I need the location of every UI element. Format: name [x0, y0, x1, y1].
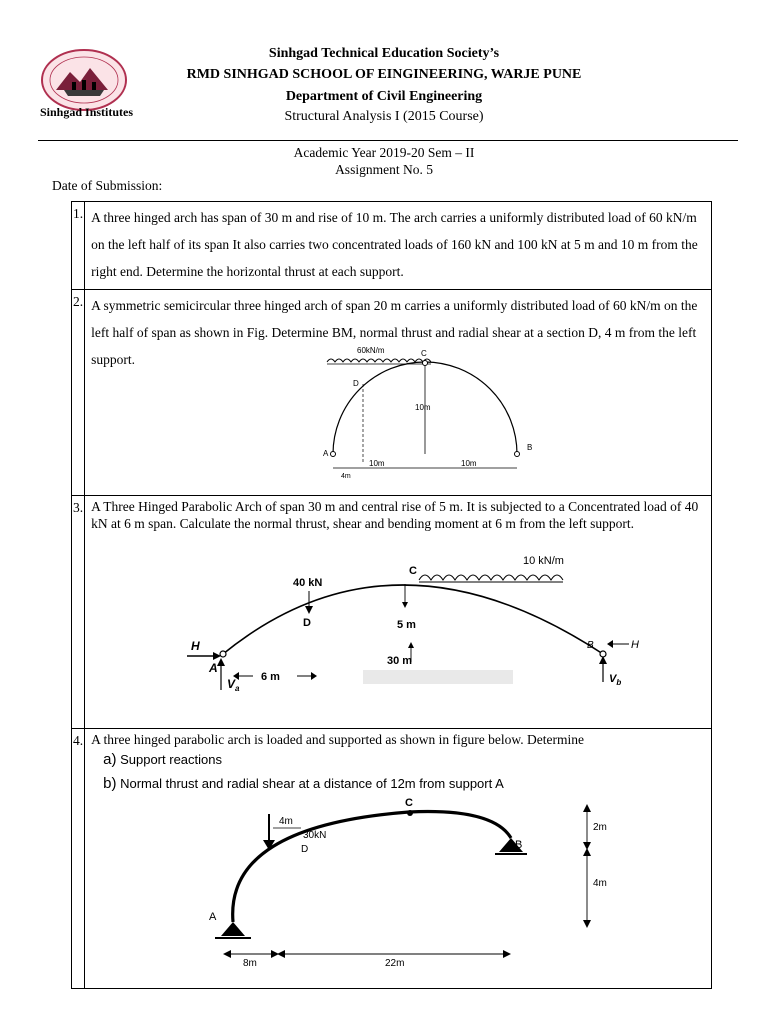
horizontal-thrust-right-label: H	[631, 639, 640, 651]
hinge-c-label: C	[409, 565, 418, 577]
question-row-4	[72, 729, 712, 989]
questions-table	[71, 201, 712, 989]
support-a-label: A	[323, 449, 329, 458]
bottom-dimension-label: 4m	[593, 878, 608, 889]
support-b-label: B	[515, 839, 523, 851]
question-number: 3.	[72, 496, 85, 729]
support-b-label: B	[527, 443, 533, 452]
left-half-label: 10m	[369, 459, 385, 468]
half-span-label: 30 m	[387, 655, 413, 667]
question-number: 2.	[72, 290, 85, 496]
point-load-label: 30kN	[303, 830, 327, 841]
rise-label: 5 m	[397, 619, 417, 631]
load-distance-label: 4m	[279, 816, 294, 827]
question-text: A symmetric semicircular three hinged arch of span 20 m carries a uniformly distributed load of 60 kN/m on the left half of span as shown in Fig. Determine BM, normal thrust and radial shear at a section D, 4 m from the left support.	[91, 298, 698, 367]
left-dimension-label: 8m	[243, 958, 258, 968]
sub-question-a: a) Support reactions	[103, 751, 222, 768]
section-d-label: D	[303, 617, 312, 629]
section-d-label: D	[353, 379, 359, 388]
academic-year: Academic Year 2019-20 Sem – II	[293, 145, 475, 160]
question-text: A three hinged arch has span of 30 m and rise of 10 m. The arch carries a uniformly distributed load of 60 kN/m on the left half of its span It also carries two concentrated loads of 160 kN and 100 kN at 5 m and 10 m from the right end. Determine the horizontal thrust at each support.	[85, 202, 712, 290]
society-name: Sinhgad Technical Education Society’s	[268, 46, 500, 61]
question-row-1	[72, 202, 712, 290]
point-load-label: 40 kN	[293, 577, 323, 589]
right-dimension-label: 22m	[385, 958, 405, 968]
udl-label: 10 kN/m	[523, 555, 565, 567]
department-name: Department of Civil Engineering	[285, 89, 483, 104]
logo-caption: Sinhgad Institutes	[40, 105, 134, 119]
document-header	[0, 0, 768, 140]
question-row-3	[72, 496, 712, 729]
parabolic-arch-figure	[183, 536, 683, 706]
vertical-reaction-a-label: $V_a$	[227, 677, 240, 693]
rise-label: 10m	[415, 403, 431, 412]
assignment-number: Assignment No. 5	[335, 162, 433, 177]
distance-label: 6 m	[261, 671, 281, 683]
section-d-label: D	[301, 844, 309, 855]
section-distance-label: 4m	[341, 473, 351, 480]
question-number: 4.	[72, 729, 85, 989]
sub-question-b: b) Normal thrust and radial shear at a distance of 12m from support A	[103, 775, 504, 792]
right-half-label: 10m	[461, 459, 477, 468]
support-b-label: B	[587, 640, 594, 651]
assignment-meta	[0, 144, 768, 178]
question-row-2	[72, 290, 712, 496]
support-a-label: A	[209, 661, 218, 675]
school-name: RMD SINHGAD SCHOOL OF EINGINEERING, WARJE PUNE	[186, 67, 582, 82]
semicircular-arch-figure	[323, 344, 563, 484]
horizontal-thrust-left-label: H	[191, 639, 200, 653]
support-a-label: A	[209, 911, 217, 923]
udl-label: 60kN/m	[357, 346, 385, 355]
question-text: A three hinged parabolic arch is loaded and supported as shown in figure below. Determine	[91, 732, 584, 747]
course-name: Structural Analysis I (2015 Course)	[284, 109, 484, 124]
question-number: 1.	[72, 202, 85, 290]
header-divider	[38, 140, 738, 141]
loaded-arch-figure	[185, 798, 705, 968]
date-of-submission: Date of Submission:	[52, 178, 163, 193]
hinge-c-label: C	[405, 798, 414, 809]
top-dimension-label: 2m	[593, 822, 608, 833]
vertical-reaction-b-label: $V_b$	[609, 673, 622, 687]
hinge-c-label: C	[421, 349, 427, 358]
question-text: A Three Hinged Parabolic Arch of span 30 m and central rise of 5 m. It is subjected to a Concentrated load of 40 kN at 6 m span. Calculate the normal thrust, shear and bending moment at 6 m from the left support.	[91, 499, 699, 531]
